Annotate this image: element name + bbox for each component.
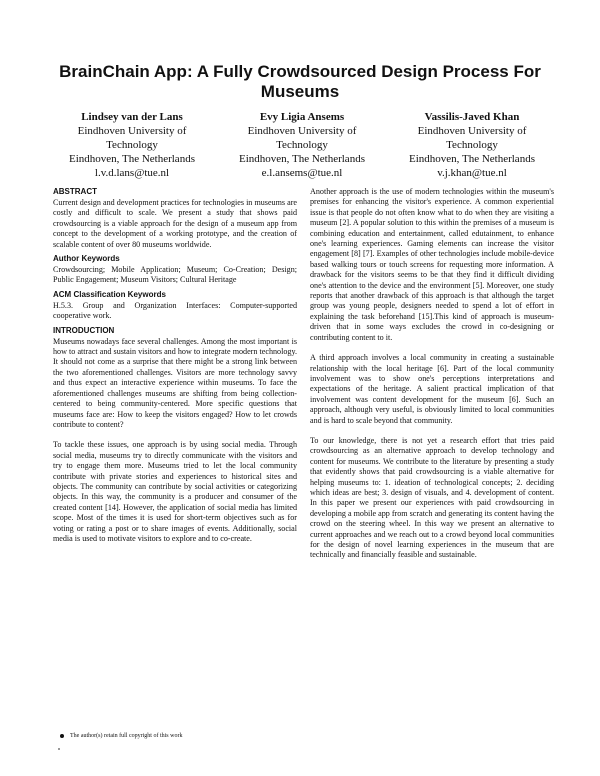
left-column (53, 187, 297, 554)
author-keywords-text: Crowdsourcing; Mobile Application; Museum; Co-Creation; Design; Public Engagement; Museum Visitors; Cultural Heritage (53, 265, 297, 285)
author-name: Vassilis-Javed Khan (424, 111, 520, 123)
author-1 (52, 110, 212, 180)
author-affiliation: Eindhoven University of Technology (77, 125, 187, 151)
author-email[interactable]: l.v.d.lans@tue.nl (94, 167, 170, 179)
author-affiliation: Eindhoven University of Technology (247, 125, 357, 151)
right-paragraph-2: A third approach involves a local community in creating a sustainable relationship with the local heritage [6]. Part of the local community involvement was to show one's perceptions interpretations and expectations of the heritage. A salient practical implication of that involvement was content development for the museum [6]. Such an approach, although very useful, is obviously limited to local communities and is hard to scale beyond that community. (310, 353, 554, 425)
author-affiliation: Eindhoven University of Technology (417, 125, 527, 151)
author-email[interactable]: v.j.khan@tue.nl (437, 167, 507, 179)
right-paragraph-3: To our knowledge, there is not yet a research effort that tries paid crowdsourcing as an alternative approach to develop technology and content for museums. We contribute to the literature by presenting a study that evidently shows that paid crowdsourcing is a viable alternative for helping museums to: 1. ideation of technological concepts; 2. deciding which ideas are best; 3. design of visuals, and 4. development of content. In this paper we present our experiences with paid crowdsourcing in developing a mobile app from scratch and generating its content having the crowd on the steering wheel. In this way we present an alternative to current approaches and we reach out to a crowd beyond local communities for the design of novel learning experiences in the museum that are technically and financially feasible and sustainable. (310, 435, 554, 560)
introduction-heading: INTRODUCTION (53, 325, 115, 335)
author-email[interactable]: e.l.ansems@tue.nl (261, 167, 343, 179)
right-paragraph-1: Another approach is the use of modern technologies within the museum's premises for enhancing the visitor's experience. A common experiential issue is that people do not often know what to do when they are visiting a museum [2]. A popular solution to this within the premises of a museum is combining education and entertainment, called edutainment, to enhance one's learning experiences. Gaming elements can increase the visitor engagement [8] [7]. Examples of other technologies include mobile-device based walking tours or touch screens for requesting more information. A drawback for the visitors seems to be that they find it difficult dividing one's attention to the device and the environment [5]. Moreover, one study reports that another drawback of this approach is that although the target group was young people, designers needed to spend a lot of effort in explaining the task beforehand [15].This kind of approach is museum-driven that in some ways excludes the crowd in co-designing or contributing content to it. (310, 187, 554, 342)
bullet-icon (60, 734, 64, 738)
abstract-heading: ABSTRACT (53, 187, 97, 196)
author-location: Eindhoven, The Netherlands (409, 153, 535, 165)
author-location: Eindhoven, The Netherlands (69, 153, 195, 165)
paper-title: BrainChain App: A Fully Crowdsourced Design Process For Museums (59, 62, 541, 101)
page-mark (58, 748, 60, 750)
author-location: Eindhoven, The Netherlands (239, 153, 365, 165)
author-name: Evy Ligia Ansems (259, 111, 345, 123)
copyright-footnote (60, 732, 182, 740)
author-2 (222, 110, 382, 180)
author-3 (392, 110, 552, 180)
footnote-text: The author(s) retain full copyright of this work (70, 733, 183, 739)
introduction-paragraph-2: To tackle these issues, one approach is by using social media. Through social media, museums try to directly communicate with the visitors and try to engage them more. Museums tried to let the local community contribute with private stories and experiences to historical sites and objects. The community can contribute by social activities or categorizing objects. In this way, the community is a producer and consumer of the created content [14]. However, the application of social media has limited scope. Most of the times it is used for short-term objectives such as for voting or rating a post or to share images of events. Additionally, social media is used to motivate visitors to explore and to co-create. (53, 440, 297, 543)
abstract-text: Current design and development practices for technologies in museums are costly and difficult to scale. We present a study that shows paid crowdsourcing is a viable approach for the design of a museum app from concept to the development of a working prototype, and the creation of scalable content of over 80 museums worldwide. (53, 198, 297, 249)
author-block (52, 110, 552, 180)
author-keywords-heading: Author Keywords (53, 254, 120, 264)
acm-text: H.5.3. Group and Organization Interfaces: Computer-supported cooperative work. (53, 300, 297, 321)
right-column (310, 187, 554, 571)
acm-heading: ACM Classification Keywords (53, 289, 166, 299)
introduction-paragraph-1: Museums nowadays face several challenges. Among the most important is how to attract and sustain visitors and how to integrate modern technology. It should not come as a surprise that there might be a strong link between the two aforementioned challenges. Visitors are more technology savvy and thus expect an interactive experience within museums. To face the aforementioned challenges museums are shifting from being collection-centered to being community-centered. More specific questions that museums face are: How to keep the visitors engaged? How to let crowds contribute to content? (53, 336, 297, 429)
author-name: Lindsey van der Lans (81, 111, 183, 123)
